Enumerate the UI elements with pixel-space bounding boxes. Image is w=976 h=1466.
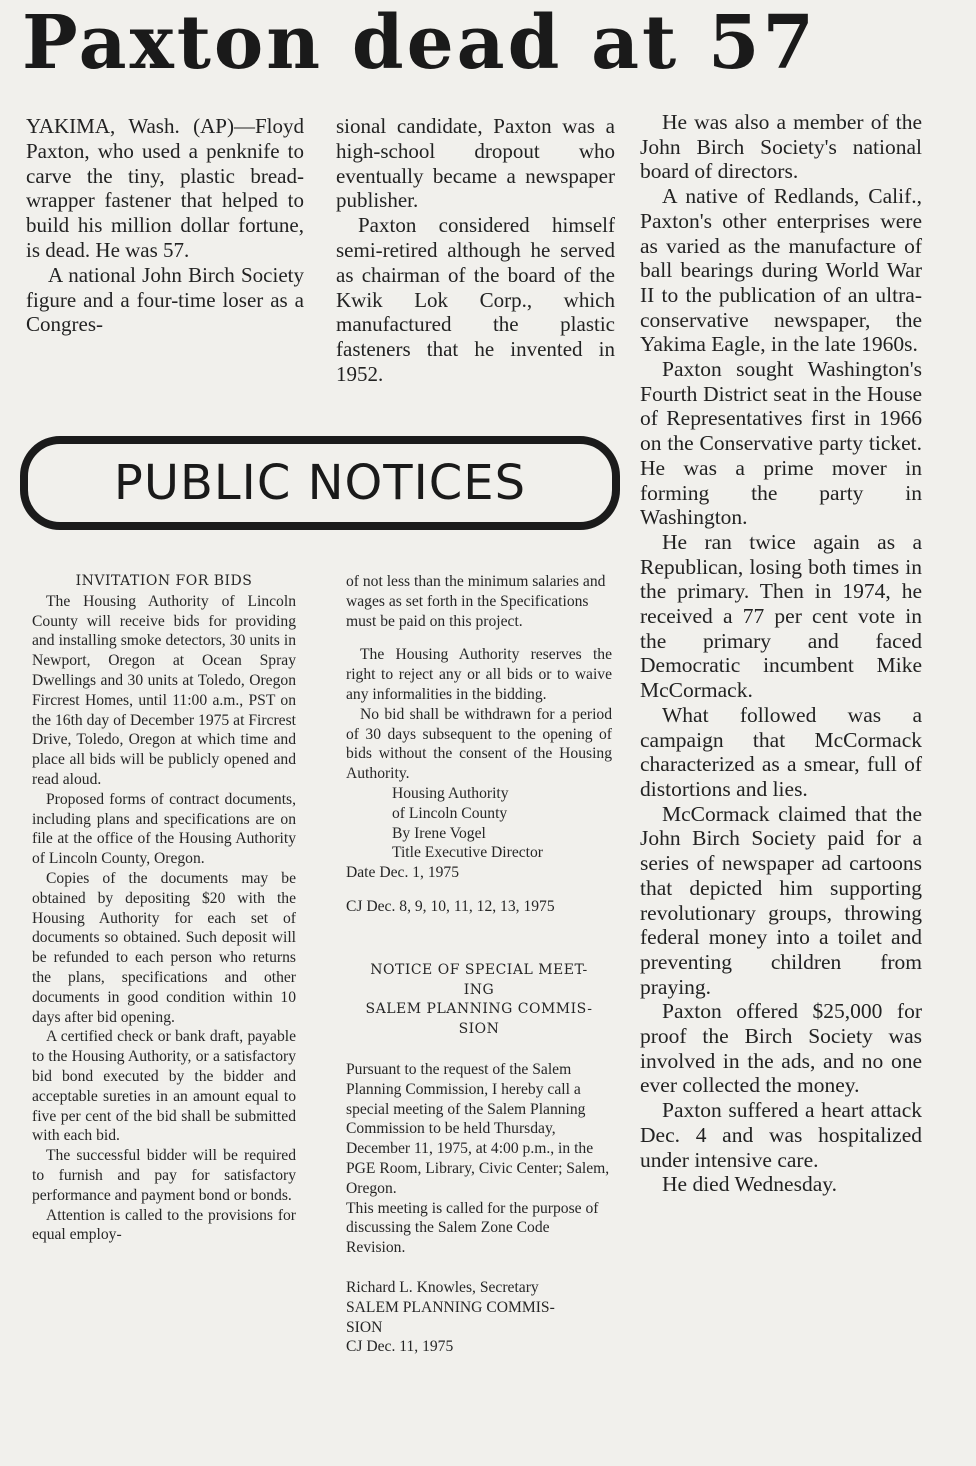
story-paragraph: McCormack claimed that the John Birch Society paid for a series of newspaper ad cartoons that depicted him supporting revolutionary groups, throwing federal money into a toilet and preventing children from praying.: [640, 801, 922, 999]
notice-column-2: [346, 572, 612, 1357]
signature-line: Housing Authority: [392, 784, 509, 802]
notice-paragraph: No bid shall be withdrawn for a period of 30 days subsequent to the opening of bids without the consent of the Housing Authority.: [346, 705, 612, 783]
story-paragraph: Paxton offered $25,000 for proof the Birch Society was involved in the ads, and no one ever collected the money.: [640, 999, 922, 1098]
meeting-signature: Richard L. Knowles, Secretary: [346, 1278, 539, 1296]
headline: Paxton dead at 57: [22, 0, 817, 86]
notice-date: Date Dec. 1, 1975: [346, 864, 460, 882]
meeting-signature: SALEM PLANNING COMMIS-: [346, 1298, 555, 1316]
meeting-title: SION: [458, 1021, 500, 1038]
notice-paragraph: The Housing Authority reserves the right to reject any or all bids or to waive any informalities in the bidding.: [346, 646, 612, 703]
meeting-title: SALEM PLANNING COMMIS-: [365, 1001, 593, 1018]
meeting-signature: SION: [346, 1318, 383, 1336]
notice-paragraph: Copies of the documents may be obtained by depositing $20 with the Housing Authority for each set of documents so obtained. Such deposit will be refunded to each person who returns the plans, specifications and other documents in good condition within 10 days after bid opening.: [32, 869, 296, 1026]
notice-paragraph: Attention is called to the provisions for equal employ-: [32, 1206, 296, 1244]
story-paragraph: Paxton sought Washington's Fourth District seat in the House of Representatives first in 1966 on the Conservative party ticket. He was a prime mover in forming the party in Washington.: [640, 357, 922, 530]
story-column-1: [26, 114, 304, 337]
banner-title: PUBLIC NOTICES: [113, 455, 527, 511]
meeting-run-date: CJ Dec. 11, 1975: [346, 1338, 454, 1356]
run-dates: CJ Dec. 8, 9, 10, 11, 12, 13, 1975: [346, 897, 555, 915]
meeting-title: NOTICE OF SPECIAL MEET-: [370, 961, 588, 978]
notice-title: INVITATION FOR BIDS: [75, 573, 253, 589]
story-paragraph: He ran twice again as a Republican, losing both times in the primary. Then in 1974, he received a 77 per cent vote in the primary and faced Democratic incumbent Mike McCormack.: [640, 529, 922, 703]
meeting-body: Pursuant to the request of the Salem Planning Commission, I hereby call a special meeting of the Salem Planning Commission to be held Thursday, December 11, 1975, at 4:00 p.m., in the PGE Room, Library, Civic Center; Salem, Oregon.: [346, 1060, 610, 1197]
meeting-purpose: This meeting is called for the purpose of discussing the Salem Zone Code Revision.: [346, 1199, 599, 1257]
story-column-2: [336, 114, 615, 387]
notice-paragraph: The Housing Authority of Lincoln County will receive bids for providing and installing smoke detectors, 30 units in Newport, Oregon at Ocean Spray Dwellings and 30 units at Toledo, Oregon Fircrest Homes, until 11:00 a.m., PST on the 16th day of December 1975 at Fircrest Drive, Toledo, Oregon at which time and place all bids will be publicly opened and read aloud.: [32, 592, 296, 788]
notice-paragraph: of not less than the minimum salaries and wages as set forth in the Specifications must be paid on this project.: [346, 573, 606, 630]
notice-paragraph: Proposed forms of contract documents, including plans and specifications are on file at the office of the Housing Authority of Lincoln County, Oregon.: [32, 790, 296, 868]
signature-line: Title Executive Director: [392, 844, 543, 862]
story-paragraph: sional candidate, Paxton was a high-school dropout who eventually became a newspaper publisher.: [336, 114, 615, 213]
story-paragraph: YAKIMA, Wash. (AP)—Floyd Paxton, who used a penknife to carve the tiny, plastic bread-wrapper fastener that helped to build his million dollar fortune, is dead. He was 57.: [26, 114, 304, 262]
signature-line: By Irene Vogel: [392, 824, 486, 842]
story-paragraph: Paxton considered himself semi-retired although he served as chairman of the board of the Kwik Lok Corp., which manufactured the plastic fasteners that he invented in 1952.: [336, 213, 615, 386]
bids-notice: [32, 572, 296, 1245]
story-column-3: [640, 110, 922, 1197]
story-paragraph: What followed was a campaign that McCormack characterized as a smear, full of distortions and lies.: [640, 702, 922, 801]
story-paragraph: A national John Birch Society figure and a four-time loser as a Congres-: [26, 262, 304, 337]
notice-paragraph: The successful bidder will be required to furnish and pay for satisfactory performance and payment bond or bonds.: [32, 1147, 296, 1204]
story-paragraph: A native of Redlands, Calif., Paxton's other enterprises were as varied as the manufacture of ball bearings during World War II to the publication of an ultra-conservative newspaper, the Yakima Eagle, in the late 1960s.: [640, 184, 922, 357]
public-notices-banner: [20, 436, 620, 530]
story-paragraph: Paxton suffered a heart attack Dec. 4 and was hospitalized under intensive care.: [640, 1098, 922, 1172]
meeting-title: ING: [463, 981, 495, 998]
signature-line: of Lincoln County: [392, 804, 508, 822]
story-paragraph: He was also a member of the John Birch Society's national board of directors.: [640, 110, 922, 184]
story-paragraph: He died Wednesday.: [662, 1172, 837, 1197]
notice-paragraph: A certified check or bank draft, payable to the Housing Authority, or a satisfactory bid bond executed by the bidder and acceptable sureties in an amount equal to five per cent of the bid shall be submitted with each bid.: [32, 1028, 296, 1145]
